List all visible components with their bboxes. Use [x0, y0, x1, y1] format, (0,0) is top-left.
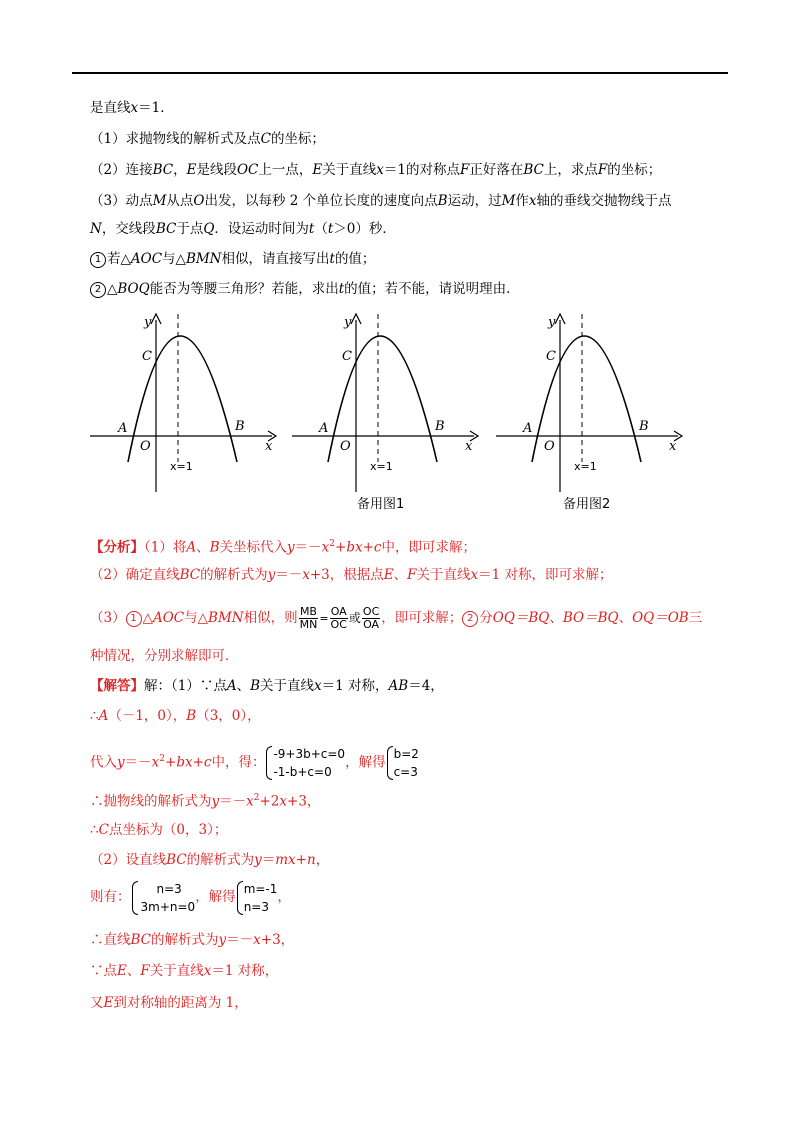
label-A: A [118, 421, 128, 436]
label-x: x [669, 439, 677, 454]
equation-system-4: m=-1 n=3 [236, 880, 278, 916]
question-3: （3）动点M从点O出发，以每秒 2 个单位长度的速度向点B运动，过M作x轴的垂线交抛物线于点 [90, 193, 672, 209]
problem-line-0: 是直线x＝1． [90, 100, 174, 116]
question-1: （1）求抛物线的解析式及点C的坐标； [90, 131, 325, 147]
solution-1: 【解答】解：（1）∵点A、B关于直线x＝1 对称，AB＝4， [90, 678, 444, 694]
label-axis: x=1 [574, 460, 597, 473]
question-2: （2）连接BC，E是线段OC上一点，E关于直线x＝1的对称点F正好落在BC上，求点F的坐标； [90, 162, 662, 178]
solution-7: 则有： n=3 3m+n=0 ，解得 m=-1 n=3 ， [90, 881, 291, 914]
label-axis: x=1 [170, 460, 193, 473]
label-B: B [639, 419, 649, 434]
label-A: A [523, 421, 533, 436]
equation-system-2: b=2 c=3 [386, 745, 419, 781]
equation-system-3: n=3 3m+n=0 [131, 880, 196, 916]
label-O: O [340, 439, 351, 454]
equation-system-1: -9+3b+c=0 -1-b+c=0 [265, 745, 345, 781]
label-C: C [142, 349, 152, 364]
analysis-1: 【分析】（1）将A、B关坐标代入$y=-x^2+bx+c$中，即可求解； [90, 539, 476, 556]
sub-question-2: 2 △BOQ能否为等腰三角形？若能，求出t的值；若不能，请说明理由． [90, 279, 520, 299]
solution-5: ∴C点坐标为（0，3）； [90, 822, 228, 838]
analysis-4: 种情况，分别求解即可． [90, 648, 239, 664]
solution-4: ∴抛物线的解析式为$y=-x^2+2x+3$， [90, 793, 321, 810]
parabola-graph-spare-1 [292, 310, 482, 495]
figure-main [90, 310, 280, 495]
label-y: y [344, 315, 352, 330]
label-y: y [144, 315, 152, 330]
question-3-line-2: N，交线段BC于点Q．设运动时间为t（t＞0）秒． [90, 221, 396, 237]
label-x: x [465, 439, 473, 454]
analysis-2: （2）确定直线BC的解析式为y＝－x+3，根据点E、F关于直线x＝1 对称，即可求解； [90, 567, 613, 583]
label-O: O [140, 439, 151, 454]
analysis-3: （3） 1 △AOC与△BMN相似，则 $\frac{MB}{MN}$ = $\frac{OA}{OC}$ 或 $\frac{OC}{OA}$ ，即可求解； 2 分OQ＝BQ、BO＝BQ、OQ＝OB三 [90, 605, 703, 631]
label-x: x [265, 439, 273, 454]
label-C: C [546, 349, 556, 364]
solution-8: ∴直线BC的解析式为y＝－x+3， [90, 932, 295, 948]
label-axis: x=1 [370, 460, 393, 473]
solution-6: （2）设直线BC的解析式为y＝mx+n， [90, 852, 330, 868]
figure-spare-1 [292, 310, 482, 495]
label-y: y [548, 315, 556, 330]
parabola-graph [90, 310, 280, 495]
header-rule [72, 72, 728, 74]
sub-question-1: 1 若△AOC与△BMN相似，请直接写出t的值； [90, 249, 375, 269]
solution-9: ∵点E、F关于直线x＝1 对称， [90, 963, 279, 979]
figure-spare-2 [496, 310, 686, 495]
label-O: O [544, 439, 555, 454]
caption-spare-1: 备用图1 [357, 497, 405, 512]
label-A: A [319, 421, 329, 436]
caption-spare-2: 备用图2 [563, 497, 611, 512]
label-B: B [235, 419, 245, 434]
solution-3: 代入$y=-x^2+bx+c$中，得： -9+3b+c=0 -1-b+c=0 ，解得 b=2 c=3 [90, 747, 419, 779]
parabola-graph-spare-2 [496, 310, 686, 495]
label-B: B [435, 419, 445, 434]
label-C: C [342, 349, 352, 364]
solution-2: ∴A（－1，0），B（3，0）， [90, 708, 261, 724]
solution-10: 又E到对称轴的距离为 1， [90, 995, 248, 1011]
